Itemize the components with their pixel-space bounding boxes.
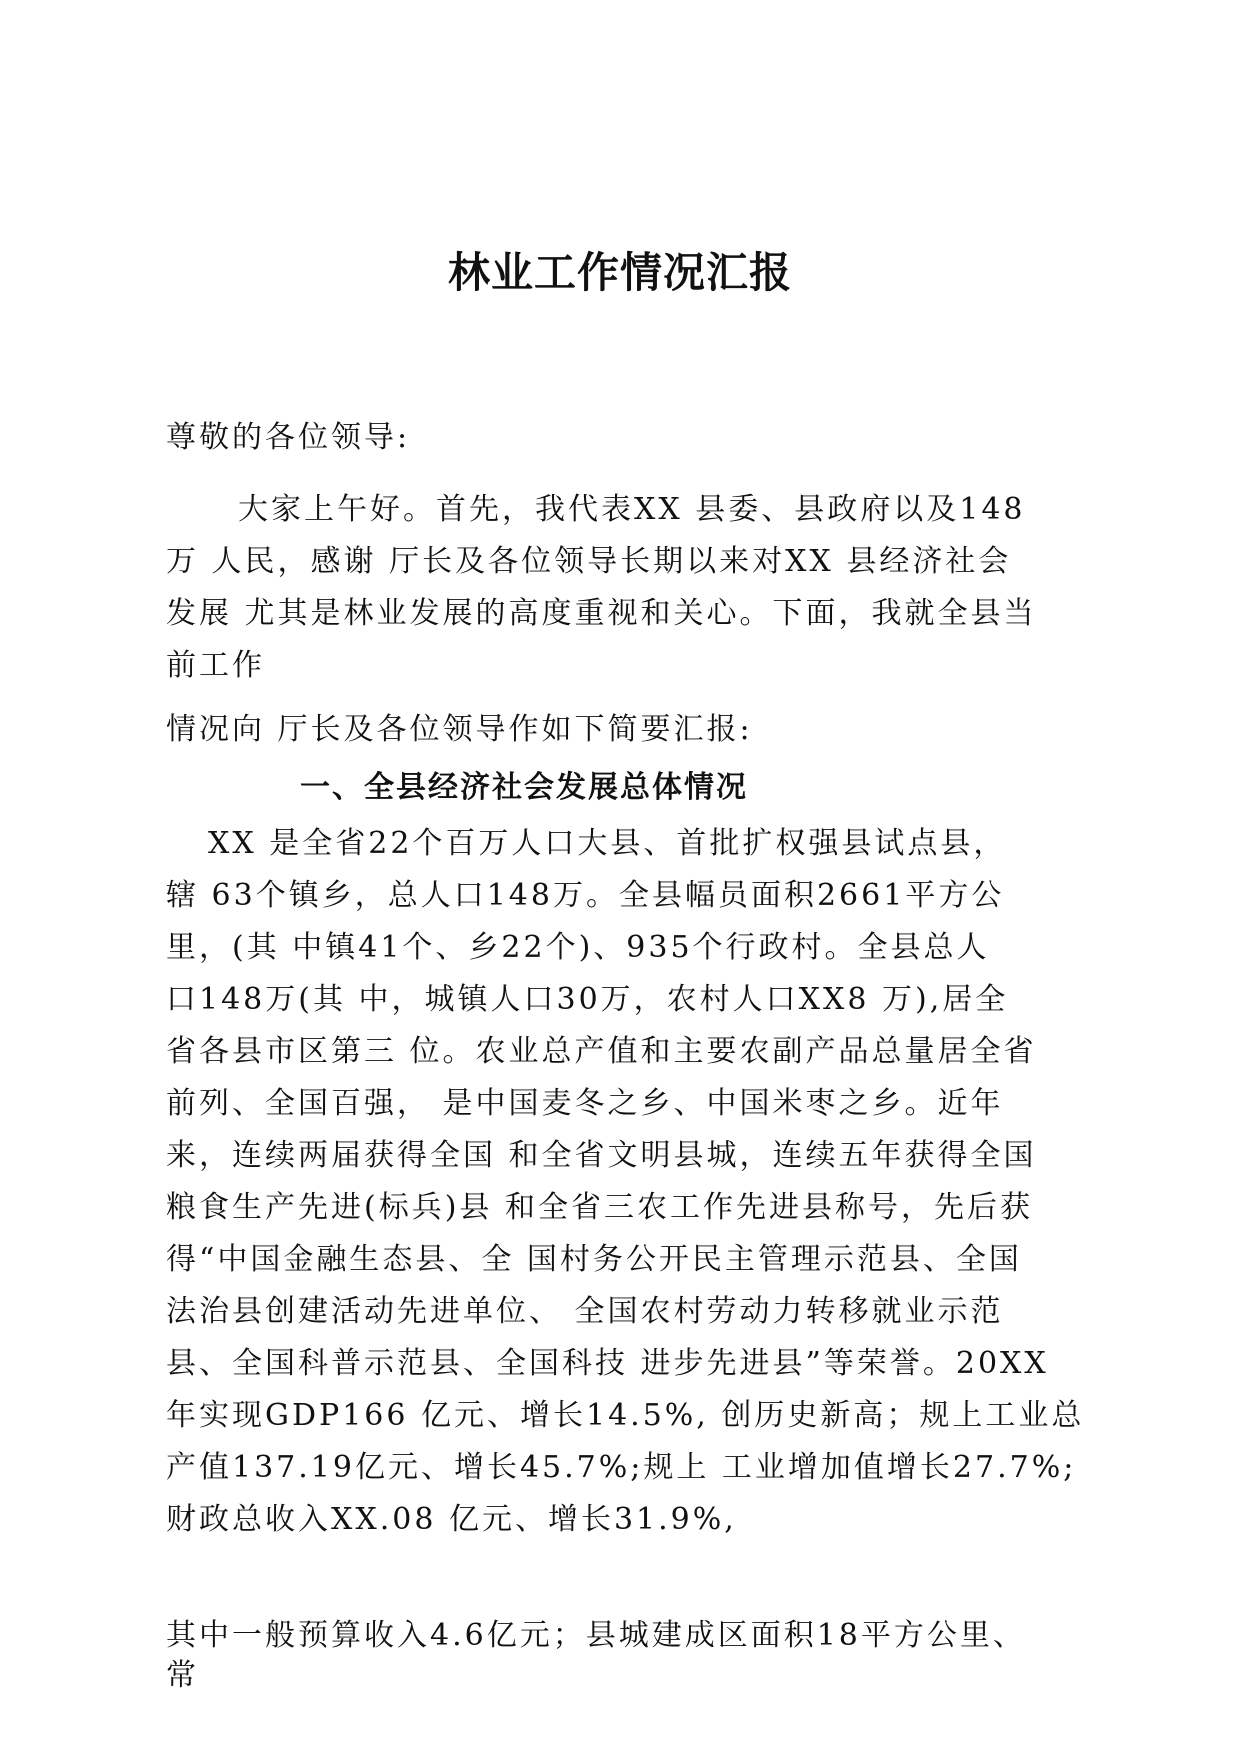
paragraph-line: 前列、全国百强， 是中国麦冬之乡、中国米枣之乡。近年 xyxy=(166,1086,1004,1121)
paragraph-line: 粮食生产先进(标兵)县 和全省三农工作先进县称号，先后获 xyxy=(166,1190,1033,1225)
paragraph-line: 年实现GDP166 亿元、增长14.5%, 创历史新高；规上工业总 xyxy=(166,1398,1085,1433)
salutation: 尊敬的各位领导: xyxy=(166,420,411,455)
paragraph-line: 里，(其 中镇41个、乡22个)、935个行政村。全县总人 xyxy=(166,930,990,965)
paragraph-county-overview xyxy=(166,818,1086,1546)
paragraph-line: 其中一般预算收入4.6亿元；县城建成区面积18平方公里、 xyxy=(166,1618,1026,1653)
paragraph-line: 得“中国金融生态县、全 国村务公开民主管理示范县、全国 xyxy=(166,1242,1022,1277)
paragraph-line: XX 是全省22个百万人口大县、首批扩权强县试点县， xyxy=(208,826,1007,861)
paragraph-opening xyxy=(166,484,1086,692)
paragraph-line: 省各县市区第三 位。农业总产值和主要农副产品总量居全省 xyxy=(166,1034,1037,1069)
paragraph-line: 来，连续两届获得全国 和全省文明县城，连续五年获得全国 xyxy=(166,1138,1037,1173)
document-title: 林业工作情况汇报 xyxy=(447,248,792,297)
paragraph-line: 前工作 xyxy=(166,648,265,683)
paragraph-line: 产值137.19亿元、增长45.7%;规上 工业增加值增长27.7%; xyxy=(166,1450,1077,1485)
paragraph-line: 万 人民，感谢 厅长及各位领导长期以来对XX 县经济社会 xyxy=(166,544,1012,579)
paragraph-line: 辖 63个镇乡，总人口148万。全县幅员面积2661平方公 xyxy=(166,878,1005,913)
section-heading: 一、全县经济社会发展总体情况 xyxy=(300,770,748,805)
paragraph-opening-continued: 情况向 厅长及各位领导作如下简要汇报: xyxy=(166,712,753,747)
paragraph-line: 常 xyxy=(166,1658,199,1693)
paragraph-line: 口148万(其 中，城镇人口30万，农村人口XX8 万),居全 xyxy=(166,982,1009,1017)
paragraph-line: 财政总收入XX.08 亿元、增长31.9%, xyxy=(166,1502,737,1537)
paragraph-budget xyxy=(166,1616,1086,1696)
paragraph-line: 法治县创建活动先进单位、 全国农村劳动力转移就业示范 xyxy=(166,1294,1004,1329)
paragraph-line: 县、全国科普示范县、全国科技 进步先进县”等荣誉。20XX xyxy=(166,1346,1049,1381)
paragraph-line: 大家上午好。首先，我代表XX 县委、县政府以及148 xyxy=(238,492,1026,527)
paragraph-line: 发展 尤其是林业发展的高度重视和关心。下面，我就全县当 xyxy=(166,596,1037,631)
